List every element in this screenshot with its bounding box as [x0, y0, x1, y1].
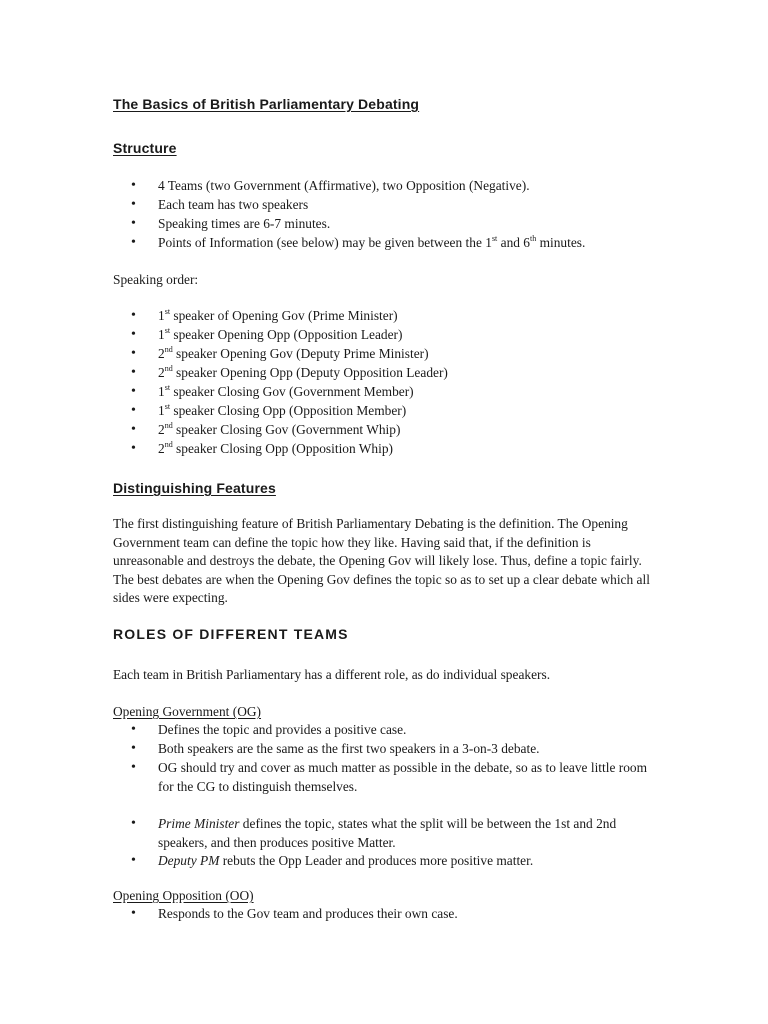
- list-item: [113, 364, 448, 383]
- list-item: [113, 815, 658, 852]
- distinguishing-paragraph: The first distinguishing feature of British Parliamentary Debating is the definition. The Opening Government team can define the topic how they like. Having said that, if the definition is unreasonable and destroys the debate, the Opening Gov will likely lose. Thus, define a topic fairly. The best debates are when the Opening Gov defines the topic so as to set up a clear debate which all sides were expecting.: [113, 516, 650, 605]
- role-name: Prime Minister: [158, 816, 240, 831]
- ordinal-suffix: st: [491, 233, 498, 243]
- structure-heading: Structure: [113, 140, 177, 156]
- list-item: • Each team has two speakers: [113, 196, 585, 215]
- speaker-text: speaker Closing Opp (Opposition Member): [170, 403, 407, 418]
- list-item: [113, 402, 448, 421]
- list-item: [113, 383, 448, 402]
- list-item: • Both speakers are the same as the first two speakers in a 3-on-3 debate.: [113, 740, 658, 759]
- roles-heading: ROLES OF DIFFERENT TEAMS: [113, 626, 349, 642]
- ordinal-number: 1: [158, 308, 165, 323]
- speaker-text: speaker Opening Gov (Deputy Prime Minister): [172, 346, 429, 361]
- ordinal-suffix: th: [530, 233, 537, 243]
- speaker-text: speaker Closing Opp (Opposition Whip): [172, 441, 394, 456]
- speaker-text: speaker Opening Opp (Opposition Leader): [170, 327, 403, 342]
- list-item: • OG should try and cover as much matter as possible in the debate, so as to leave little room for the CG to distinguish themselves.: [113, 759, 658, 796]
- speaker-text: speaker Closing Gov (Government Whip): [172, 422, 401, 437]
- ordinal-suffix: nd: [164, 363, 173, 373]
- poi-text-after: minutes.: [536, 235, 586, 250]
- poi-text-before: Points of Information (see below) may be given between the 1: [158, 235, 492, 250]
- roles-intro: Each team in British Parliamentary has a different role, as do individual speakers.: [113, 667, 551, 682]
- list-item: [113, 440, 448, 459]
- ordinal-number: 1: [158, 384, 165, 399]
- list-item: • Responds to the Gov team and produces their own case.: [113, 905, 658, 924]
- ordinal-suffix: st: [164, 325, 171, 335]
- speaker-text: speaker of Opening Gov (Prime Minister): [170, 308, 398, 323]
- structure-list: [113, 177, 585, 253]
- ordinal-suffix: st: [164, 382, 171, 392]
- poi-text-mid: and 6: [497, 235, 531, 250]
- ordinal-suffix: nd: [164, 344, 173, 354]
- ordinal-number: 1: [158, 403, 165, 418]
- list-item: [113, 852, 658, 871]
- page-title: The Basics of British Parliamentary Debating: [113, 96, 420, 112]
- ordinal-suffix: nd: [164, 439, 173, 449]
- list-item: [113, 234, 585, 253]
- oo-list: [113, 905, 658, 924]
- ordinal-number: 1: [158, 327, 165, 342]
- speaker-text: speaker Closing Gov (Government Member): [170, 384, 414, 399]
- og-list: [113, 721, 658, 796]
- list-item: • Defines the topic and provides a positive case.: [113, 721, 658, 740]
- role-description: defines the topic, states what the split will be between the 1st and 2nd speakers, and then produces positive Matter.: [158, 816, 617, 850]
- role-description: rebuts the Opp Leader and produces more positive matter.: [219, 853, 534, 868]
- list-item: • Speaking times are 6-7 minutes.: [113, 215, 585, 234]
- list-item: [113, 326, 448, 345]
- speaking-order-label: Speaking order:: [113, 272, 199, 287]
- ordinal-suffix: st: [164, 306, 171, 316]
- ordinal-number: 2: [158, 422, 165, 437]
- ordinal-number: 2: [158, 365, 165, 380]
- oo-label: Opening Opposition (OO): [113, 888, 254, 903]
- og-speaker-list: [113, 815, 658, 871]
- ordinal-number: 2: [158, 346, 165, 361]
- role-name: Deputy PM: [158, 853, 220, 868]
- list-item: [113, 421, 448, 440]
- distinguishing-heading: Distinguishing Features: [113, 480, 276, 496]
- ordinal-number: 2: [158, 441, 165, 456]
- list-item: • 4 Teams (two Government (Affirmative), two Opposition (Negative).: [113, 177, 585, 196]
- og-label: Opening Government (OG): [113, 704, 262, 719]
- speaking-order-list: [113, 307, 448, 459]
- ordinal-suffix: st: [164, 401, 171, 411]
- speaker-text: speaker Opening Opp (Deputy Opposition Leader): [172, 365, 448, 380]
- list-item: [113, 307, 448, 326]
- ordinal-suffix: nd: [164, 420, 173, 430]
- list-item: [113, 345, 448, 364]
